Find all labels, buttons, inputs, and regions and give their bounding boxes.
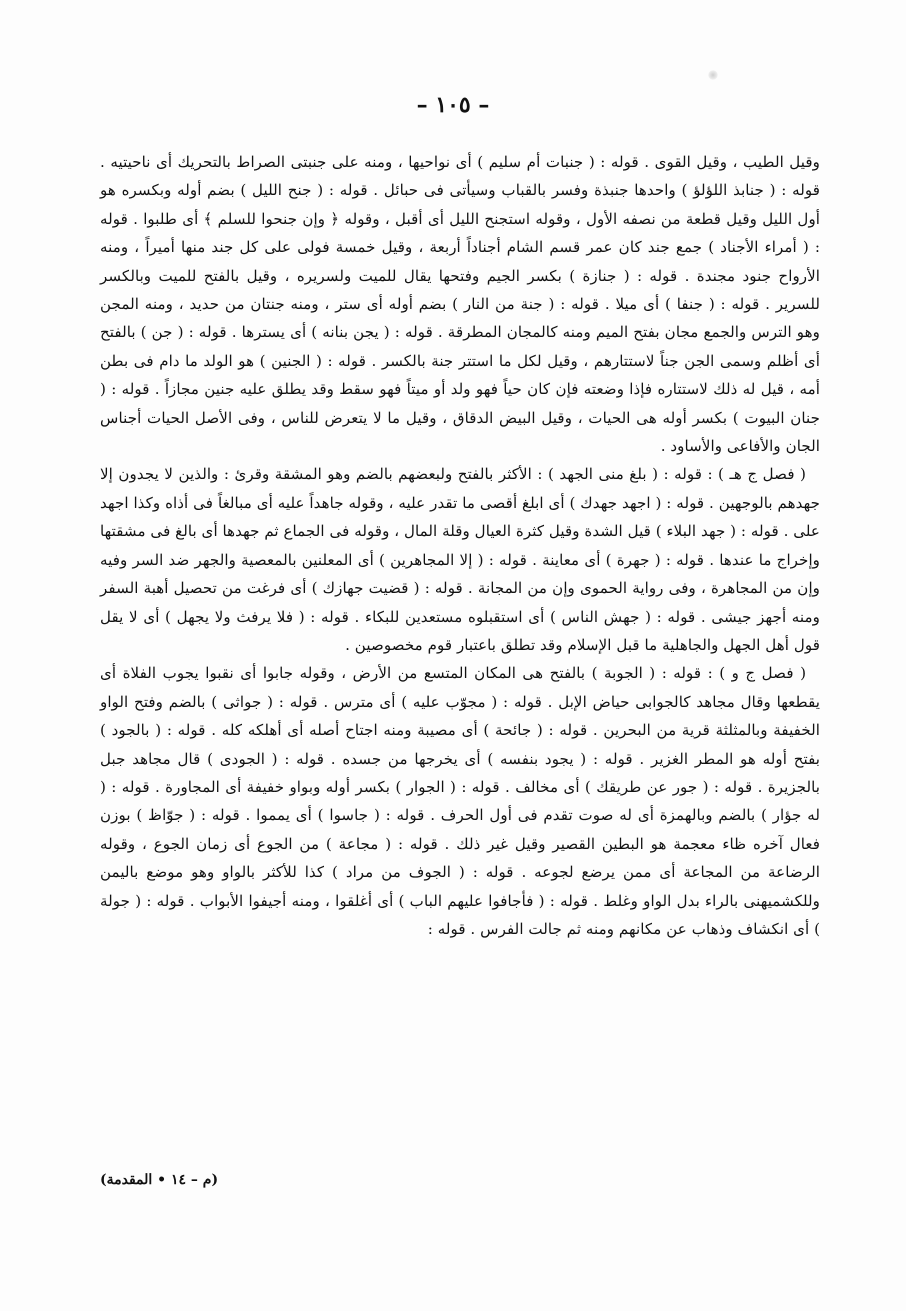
page-footer-signature: (م – ١٤ • المقدمة) (100, 1172, 219, 1188)
body-text (100, 148, 820, 943)
scan-speck (708, 70, 718, 80)
page-number: – ١٠٥ – (416, 92, 490, 118)
paragraph-section-jeem-waw: ( فصل ج و ) : قوله : ( الجوبة ) بالفتح هى المكان المتسع من الأرض ، وقوله جابوا أى نقبوا يجوب الفلاة أى يقطعها وقال مجاهد كالجوابى حياض الإبل . قوله : ( مجوّب عليه ) أى مترس . قوله : ( جواثى ) بالضم وفتح الواو الخفيفة وبالمثلثة قرية من البحرين . قوله : ( جائحة ) أى مصيبة ومنه اجتاح أصله أى أهلكه كله . قوله : ( بالجود ) بفتح أوله هو المطر الغزير . قوله : ( يجود بنفسه ) أى يخرجها من جسده . قوله : ( الجودى ) قال مجاهد جبل بالجزيرة . قوله : ( جور عن طريقك ) أى مخالف . قوله : ( الجوار ) بكسر أوله وبواو خفيفة أى المجاورة . قوله : ( له جؤار ) بالضم وبالهمزة أى له صوت تقدم فى أول الحرف . قوله : ( جاسوا ) أى يمموا . قوله : ( جوّاظ ) بوزن فعال آخره ظاء معجمة هو البطين القصير وقيل غير ذلك . قوله : ( مجاعة ) من الجوع أى زمان الجوع ، وقوله الرضاعة من المجاعة أى ممن يرضع لجوعه . قوله : ( الجوف من مراد ) كذا للأكثر بالواو وهو موضع باليمن وللكشميهنى بالراء بدل الواو وغلط . قوله : ( فأجافوا عليهم الباب ) أى أغلقوا ، ومنه أجيفوا الأبواب . قوله : ( جولة ) أى انكشاف وذهاب عن مكانهم ومنه ثم جالت الفرس . قوله : (100, 664, 821, 938)
paragraph-jeem-noon: وقيل الطيب ، وقيل القوى . قوله : ( جنبات أم سليم ) أى نواحيها ، ومنه على جنبتى الصراط بالتحريك أى ناحيتيه . قوله : ( جنابذ اللؤلؤ ) واحدها جنبذة وفسر بالقباب وسيأتى فى حبائل . قوله : ( جنح الليل ) بضم أوله وبكسره هو أول الليل وقيل قطعة من نصفه الأول ، وقوله استجنح الليل أى أقبل ، وقوله ﴿ وإن جنحوا للسلم ﴾ أى طلبوا . قوله : ( أمراء الأجناد ) جمع جند كان عمر قسم الشام أجناداً أربعة ، وقيل خمسة فولى على كل جند منها أميراً ، ومنه الأرواح جنود مجندة . قوله : ( جنازة ) بكسر الجيم وفتحها يقال للميت ولسريره ، وقيل بالفتح للميت وبالكسر للسرير . قوله : ( جنفا ) أى ميلا . قوله : ( جنة من النار ) بضم أوله أى ستر ، ومنه جنتان من حديد ، ومنه المجن وهو الترس والجمع مجان بفتح الميم ومنه كالمجان المطرقة . قوله : ( يجن بنانه ) أى يسترها . قوله : ( جن ) بالفتح أى أظلم وسمى الجن جناً لاستتارهم ، وقيل لكل ما استتر جنة بالكسر . قوله : ( الجنين ) هو الولد ما دام فى بطن أمه ، قيل له ذلك لاستتاره فإذا وضعته فإن كان حياً فهو ولد أو ميتاً فهو سقط وقد يطلق عليه جنين مجازاً . قوله : ( جنان البيوت ) بكسر أوله هى الحيات ، وقيل البيض الدقاق ، وقيل ما لا يتعرض للناس ، وفى الأصل الحيات أجناس الجان والأفاعى والأساود . (100, 153, 820, 456)
paragraph-section-jeem-ha: ( فصل ج هـ ) : قوله : ( بلغ منى الجهد ) : الأكثر بالفتح ولبعضهم بالضم وهو المشقة وقرئ : والذين لا يجدون إلا جهدهم بالوجهين . قوله : ( اجهد جهدك ) أى ابلغ أقصى ما تقدر عليه ، وقوله جاهداً عليه أى مبالغاً فى أذاه وكذا اجهد على . قوله : ( جهد البلاء ) قيل الشدة وقيل كثرة العيال وقلة المال ، وقوله فى الجماع ثم جهدها أى بالغ فى مشقتها وإخراج ما عندها . قوله : ( جهرة ) أى معاينة . قوله : ( إلا المجاهرين ) أى المعلنين بالمعصية والجهر ضد السر وفيه وإن من المجاهرة ، وفى رواية الحموى وإن من المجانة . قوله : ( قضيت جهازك ) أى فرغت من تحصيل أهبة السفر ومنه أجهز جيشى . قوله : ( جهش الناس ) أى استقبلوه مستعدين للبكاء . قوله : ( فلا يرفث ولا يجهل ) أى لا يقل قول أهل الجهل والجاهلية ما قبل الإسلام وقد تطلق باعتبار قوم مخصوصين . (100, 465, 820, 654)
